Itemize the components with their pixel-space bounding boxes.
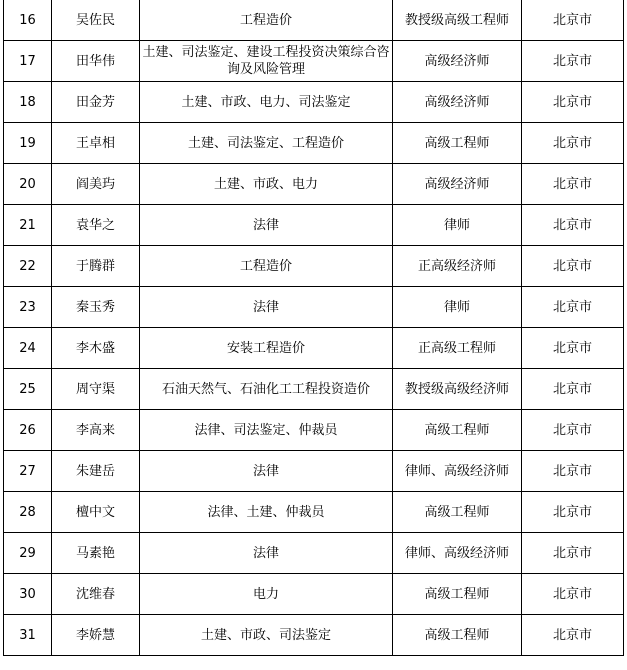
row-number-cell: 18 — [4, 82, 52, 123]
expert-name-cell: 吴佐民 — [52, 0, 140, 41]
table-row — [4, 123, 624, 164]
city-cell: 北京市 — [522, 164, 624, 205]
row-number-cell: 31 — [4, 615, 52, 656]
table-row — [4, 287, 624, 328]
row-number-cell: 22 — [4, 246, 52, 287]
specialty-field-cell: 工程造价 — [140, 246, 393, 287]
expert-name-cell: 李高来 — [52, 410, 140, 451]
professional-title-cell: 律师、高级经济师 — [393, 533, 522, 574]
row-number-cell: 24 — [4, 328, 52, 369]
specialty-field-cell: 法律 — [140, 533, 393, 574]
professional-title-cell: 正高级工程师 — [393, 328, 522, 369]
city-cell: 北京市 — [522, 410, 624, 451]
table-row — [4, 410, 624, 451]
expert-roster-table — [3, 0, 624, 656]
row-number-cell: 25 — [4, 369, 52, 410]
professional-title-cell: 正高级经济师 — [393, 246, 522, 287]
row-number-cell: 29 — [4, 533, 52, 574]
expert-name-cell: 李木盛 — [52, 328, 140, 369]
row-number-cell: 23 — [4, 287, 52, 328]
professional-title-cell: 律师、高级经济师 — [393, 451, 522, 492]
expert-name-cell: 周守渠 — [52, 369, 140, 410]
expert-name-cell: 阎美玙 — [52, 164, 140, 205]
specialty-field-cell: 法律、土建、仲裁员 — [140, 492, 393, 533]
professional-title-cell: 高级工程师 — [393, 123, 522, 164]
professional-title-cell: 高级经济师 — [393, 164, 522, 205]
roster-body — [4, 0, 624, 656]
city-cell: 北京市 — [522, 82, 624, 123]
professional-title-cell: 高级工程师 — [393, 615, 522, 656]
city-cell: 北京市 — [522, 492, 624, 533]
specialty-field-cell: 土建、市政、电力、司法鉴定 — [140, 82, 393, 123]
table-row — [4, 574, 624, 615]
table-row — [4, 0, 624, 41]
table-row — [4, 492, 624, 533]
city-cell: 北京市 — [522, 328, 624, 369]
table-row — [4, 533, 624, 574]
specialty-field-cell: 工程造价 — [140, 0, 393, 41]
specialty-field-cell: 法律 — [140, 451, 393, 492]
table-row — [4, 246, 624, 287]
city-cell: 北京市 — [522, 615, 624, 656]
city-cell: 北京市 — [522, 246, 624, 287]
expert-name-cell: 袁华之 — [52, 205, 140, 246]
row-number-cell: 26 — [4, 410, 52, 451]
row-number-cell: 27 — [4, 451, 52, 492]
table-row — [4, 369, 624, 410]
specialty-field-cell: 安装工程造价 — [140, 328, 393, 369]
city-cell: 北京市 — [522, 123, 624, 164]
row-number-cell: 21 — [4, 205, 52, 246]
expert-name-cell: 沈维春 — [52, 574, 140, 615]
expert-name-cell: 王卓相 — [52, 123, 140, 164]
specialty-field-cell: 土建、市政、司法鉴定 — [140, 615, 393, 656]
table-row — [4, 328, 624, 369]
table-row — [4, 205, 624, 246]
specialty-field-cell: 电力 — [140, 574, 393, 615]
professional-title-cell: 高级工程师 — [393, 574, 522, 615]
expert-name-cell: 田金芳 — [52, 82, 140, 123]
professional-title-cell: 律师 — [393, 205, 522, 246]
specialty-field-cell: 法律、司法鉴定、仲裁员 — [140, 410, 393, 451]
row-number-cell: 17 — [4, 41, 52, 82]
specialty-field-cell: 土建、司法鉴定、工程造价 — [140, 123, 393, 164]
professional-title-cell: 律师 — [393, 287, 522, 328]
city-cell: 北京市 — [522, 451, 624, 492]
professional-title-cell: 高级经济师 — [393, 41, 522, 82]
expert-name-cell: 朱建岳 — [52, 451, 140, 492]
table-row — [4, 164, 624, 205]
city-cell: 北京市 — [522, 287, 624, 328]
table-row — [4, 615, 624, 656]
city-cell: 北京市 — [522, 574, 624, 615]
specialty-field-cell: 法律 — [140, 205, 393, 246]
professional-title-cell: 教授级高级工程师 — [393, 0, 522, 41]
row-number-cell: 16 — [4, 0, 52, 41]
specialty-field-cell: 土建、司法鉴定、建设工程投资决策综合咨询及风险管理 — [140, 41, 393, 82]
city-cell: 北京市 — [522, 533, 624, 574]
professional-title-cell: 高级经济师 — [393, 82, 522, 123]
table-row — [4, 41, 624, 82]
city-cell: 北京市 — [522, 41, 624, 82]
specialty-field-cell: 法律 — [140, 287, 393, 328]
expert-name-cell: 李娇慧 — [52, 615, 140, 656]
row-number-cell: 20 — [4, 164, 52, 205]
professional-title-cell: 高级工程师 — [393, 492, 522, 533]
row-number-cell: 28 — [4, 492, 52, 533]
row-number-cell: 30 — [4, 574, 52, 615]
specialty-field-cell: 石油天然气、石油化工工程投资造价 — [140, 369, 393, 410]
row-number-cell: 19 — [4, 123, 52, 164]
expert-name-cell: 秦玉秀 — [52, 287, 140, 328]
professional-title-cell: 高级工程师 — [393, 410, 522, 451]
expert-name-cell: 马素艳 — [52, 533, 140, 574]
table-row — [4, 451, 624, 492]
table-row — [4, 82, 624, 123]
expert-name-cell: 于腾群 — [52, 246, 140, 287]
professional-title-cell: 教授级高级经济师 — [393, 369, 522, 410]
city-cell: 北京市 — [522, 369, 624, 410]
expert-name-cell: 檀中文 — [52, 492, 140, 533]
city-cell: 北京市 — [522, 0, 624, 41]
specialty-field-cell: 土建、市政、电力 — [140, 164, 393, 205]
city-cell: 北京市 — [522, 205, 624, 246]
expert-name-cell: 田华伟 — [52, 41, 140, 82]
